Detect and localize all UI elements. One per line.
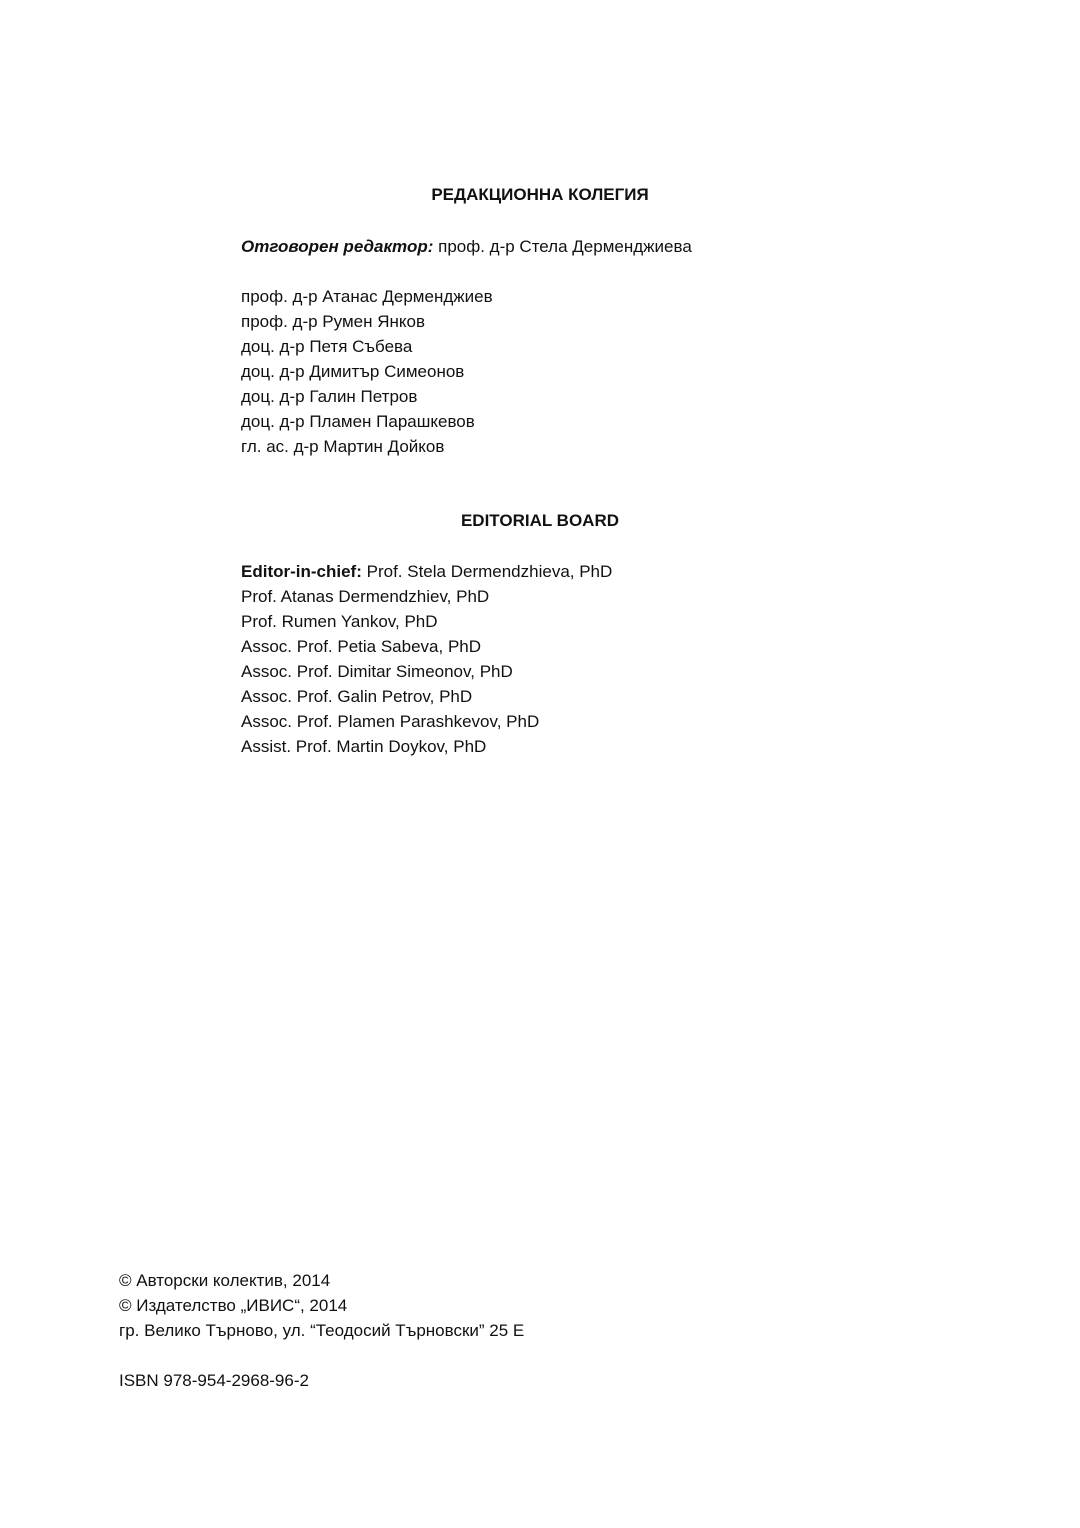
bg-member: гл. ас. д-р Мартин Дойков [241, 437, 445, 456]
bg-editor-label: Отговорен редактор: [241, 237, 434, 256]
copyright-authors: © Авторски колектив, 2014 [119, 1271, 331, 1290]
publisher-address: гр. Велико Търново, ул. “Теодосий Търновски” 25 Е [119, 1321, 525, 1340]
en-editor-name: Prof. Stela Dermendzhieva, PhD [361, 562, 613, 581]
bg-editor-line [241, 234, 692, 259]
copyright-publisher: © Издателство „ИВИС“, 2014 [119, 1296, 348, 1315]
bg-member: доц. д-р Димитър Симеонов [241, 362, 465, 381]
en-member: Assoc. Prof. Galin Petrov, PhD [241, 687, 473, 706]
isbn: ISBN 978-954-2968-96-2 [119, 1371, 309, 1390]
en-board-heading: EDITORIAL BOARD [460, 511, 620, 530]
en-member: Assoc. Prof. Petia Sabeva, PhD [241, 637, 482, 656]
imprint [119, 1268, 524, 1343]
bg-board-heading: РЕДАКЦИОННА КОЛЕГИЯ [431, 185, 649, 204]
bg-member: доц. д-р Пламен Парашкевов [241, 412, 475, 431]
en-member: Assist. Prof. Martin Doykov, PhD [241, 737, 487, 756]
en-editor-line [241, 559, 612, 584]
bg-editor-name: проф. д-р Стела Дерменджиева [433, 237, 692, 256]
en-members-list [241, 559, 612, 759]
en-member: Assoc. Prof. Plamen Parashkevov, PhD [241, 712, 540, 731]
en-editor-label: Editor-in-chief: [241, 562, 362, 581]
bg-member: доц. д-р Галин Петров [241, 387, 418, 406]
en-member: Assoc. Prof. Dimitar Simeonov, PhD [241, 662, 513, 681]
bg-member: проф. д-р Атанас Дерменджиев [241, 287, 493, 306]
bg-member: проф. д-р Румен Янков [241, 312, 425, 331]
bg-members-list [241, 284, 493, 459]
bg-member: доц. д-р Петя Събева [241, 337, 413, 356]
en-member: Prof. Atanas Dermendzhiev, PhD [241, 587, 490, 606]
en-member: Prof. Rumen Yankov, PhD [241, 612, 438, 631]
